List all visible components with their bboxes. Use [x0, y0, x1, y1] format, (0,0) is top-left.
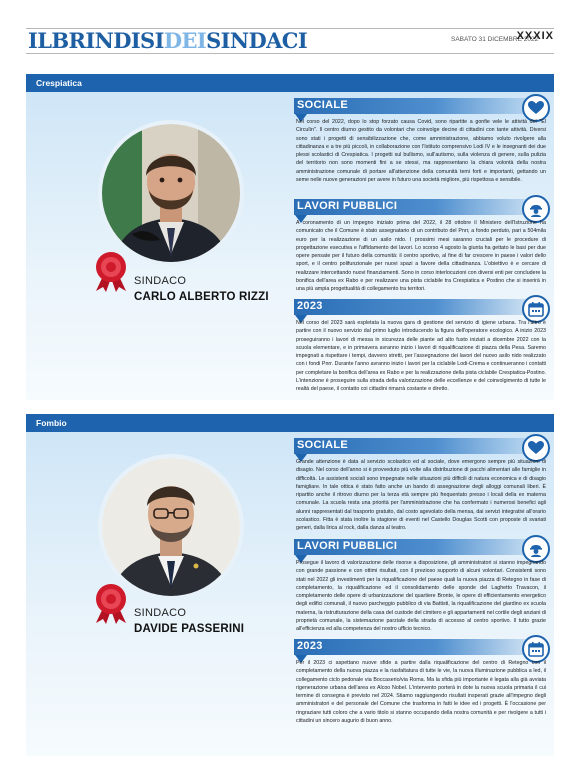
block-header: [294, 438, 552, 454]
block-body: A coronamento di un impegno iniziato prima del 2022, il 28 ottobre il Ministero dell'Istruzione ha comunicato che il Comune è stato assegnatario di un contributo del Pnrr, a fondo perduto, pari a 504mila euro per la realizzazione di un asilo nido. I prossimi mesi saranno cruciali per le procedure di progettazione esecutiva e l'affidamento dei lavori. Lo scorso 4 agosto la giunta ha gettato le basi per due opere pensate per il futuro della comunità: il centro sportivo, al fine di far crescere in paese i valori dello sport, e il centro polifunzionale per nuovi spazi a favore della cittadinanza. L'obiettivo è e cercare di realizzare intercettando nuovi finanziamenti. Sono in corso interlocuzioni con diversi enti per concludere la bonifica dell'area ex Rabo e per realizzare una pista ciclabile tra Crespiatica e Postino che si inserirà in una più ampia progettualità di collegamento tra territori.: [296, 220, 546, 293]
block-title: 2023: [297, 640, 323, 652]
block-body: Grande attenzione è data al servizio scolastico ed al sociale, dove emergono sempre più situazioni di disagio. Nel corso dell'anno si è provveduto più volte alla distribuzione di pacchi alimentari alle famiglie in difficoltà. Le assistenti sociali sono impegnate nelle situazioni più difficili di natura economica e di disagio famigliare. In tale ottica è stato fatto anche un bando di assegnazione degli alloggi comunali liberi. È ripartito anche il ritrovo diurno per la terza età sempre più frequentato presso i locali della ex materna comunale. La scuola resta una priorità per l'amministrazione che ha confermato i numerosi benefici agli alunni rappresentati dal trasporto gratuito, dal costo agevolato della mensa, dai servizi integrativi all'orario scolastico. Fitta è stata inoltre la stagione di eventi nel Castello Douglas Scotti con proposte di svariati generi, dalla lirica al rock, dalla danza al teatro.: [296, 459, 546, 532]
town-band-crespiatica: Crespiatica: [26, 74, 554, 92]
block-header: [294, 98, 552, 114]
portrait-illustration: [102, 124, 240, 262]
block-header: [294, 539, 552, 555]
rosette-icon: [90, 250, 132, 292]
block-title: LAVORI PUBBLICI: [297, 200, 398, 212]
block-body: Nel corso del 2023 sarà espletata la nuova gara di gestione del servizio di igiene urbana. Tra l'altro è partire con il nuovo servizio dal primo luglio introducendo la figura dell'operatore ecologico. A inizio 2023 proseguiranno i lavori di messa in sicurezza delle piante ad alto fusto iniziati a dicembre 2022 con la scuola elementare, e in primavera avranno inizio i lavori di riqualificazione di piazza della Pesa. Saremo impegnati a rispettare i tempi, davvero stretti, per l'assegnazione dei lavori del nuovo asilo nido realizzato con i fondi Pnrr. Durante l'anno avranno inizio i lavori per la ciclabile Lodi-Crema e continueranno i contatti per completare la bonifica dell'area ex Rabo e per la realizzazione della pista ciclabile Crespiatica-Postino. L'intenzione è proseguire sulla strada della valorizzazione delle eccellenze e del coinvolgimento di tutte le realtà del paese, il contatto coi cittadini rimarrà costante e diretto.: [296, 320, 546, 393]
issue-date: SABATO 31 DICEMBRE 2022: [451, 36, 539, 43]
brand-part-3: SINDACI: [206, 28, 308, 53]
mayor-section-fombio: [26, 432, 554, 756]
block-header: [294, 639, 552, 655]
block-header: [294, 199, 552, 215]
block-2023: [294, 639, 552, 751]
mayor-name: DAVIDE PASSERINI: [134, 623, 245, 635]
newspaper-logo: [28, 29, 307, 53]
page-number: XXXIX: [516, 30, 554, 42]
block-lavori-pubblici: [294, 539, 552, 633]
block-body: Per il 2023 ci aspettano nuove sfide a partire dalla riqualificazione del centro di Retegno con il completamento della nuova piazza e la riasfaltatura di tutte le vie, la nuova illuminazione pubblica a led, il collegamento ciclo pedonale via Boccaserio/via Roma. Ma la sfida più importante è legata alla già avviata rigenerazione urbana dell'area ex Alcoo Nobel. L'intervento porterà in dote la nuova scuola primaria il cui termine di consegna è previsto nel 2024. Stiamo raggiungendo risultati insperati grazie all'impegno degli amministratori e del personale del Comune che trasforma in fatti le idee ed i progetti. È l'occasione per ringraziare tutti coloro che a vario titolo si stanno occupando della nostra comunità e per rivolgere a tutti i cittadini un sincero augurio di buon anno.: [296, 660, 546, 725]
mayor-role: SINDACO: [134, 607, 187, 619]
mayor-role: SINDACO: [134, 275, 187, 287]
masthead: [26, 28, 554, 54]
town-band-fombio: Fombio: [26, 414, 554, 432]
block-2023: [294, 299, 552, 399]
block-body: Nel corso del 2022, dopo lo stop forzato causa Covid, sono ripartite a gonfie vele le attività del "El Circulìn". Il centro diurno gestito da volontari che coinvolge decine di cittadini con tante attività. Diversi sono stati i progetti di sensibilizzazione che, come amministrazione, abbiamo voluto rivolgere alla cittadinanza e a tre più piccoli, in collaborazione con l'Istituto comprensivo Lodi IV e le insegnanti dei due plessi scolastici di Crespiatica. I progetti sul bullismo, sull'autismo, sulla violenza di genere, sulla pulizia del territorio non sono momenti fini a se stessi, ma rappresentano la chiara volontà della nostra amministrazione comunale di portare all'attenzione della comunità temi forti e importanti, gettando un seme nelle nuove generazioni per avere in futuro una società migliore, più rispettosa e sensibile.: [296, 119, 546, 184]
mayor-portrait: [98, 454, 244, 600]
portrait-illustration: [102, 458, 240, 596]
block-title: SOCIALE: [297, 439, 348, 451]
block-header: [294, 299, 552, 315]
rosette-icon: [90, 582, 132, 624]
mayor-name: CARLO ALBERTO RIZZI: [134, 291, 269, 303]
brand-part-1: ILBRINDISI: [28, 28, 164, 53]
brand-part-2: DEI: [163, 28, 207, 53]
block-title: SOCIALE: [297, 99, 348, 111]
block-body: Prosegue il lavoro di valorizzazione delle risorse a disposizione, gli amministratori si stanno impegnando con grande passione e con ottimi risultati, con il prezioso supporto di alcuni volontari. Consistenti sono stati nel 2022 gli investimenti per la riqualificazione del paese quali la nuova piazza di Retegno in fase di completamento, la riqualificazione ed il consolidamento delle sponde del Laghetto Travacon, il completamento delle opere di urbanizzazione del quartiere Bronte, le opere di efficientamento energetico degli edifici comunali, il nuovo parcheggio pubblico di via Battisti, la riqualificazione del giardino ex scuola materna, la ristrutturazione della casa del custode del cimitero e gli appartamenti nel cortile degli anziani di proprietà comunale, la sistemazione parziale della strada di accesso al centro sportivo. Il tutto grazie all'efficienza ed alla competenza del nostro ufficio tecnico.: [296, 560, 546, 633]
block-lavori-pubblici: [294, 199, 552, 293]
block-title: LAVORI PUBBLICI: [297, 540, 398, 552]
block-title: 2023: [297, 300, 323, 312]
bottom-rule: [26, 53, 554, 54]
block-sociale: [294, 98, 552, 208]
block-sociale: [294, 438, 552, 536]
mayor-section-crespiatica: [26, 92, 554, 400]
mayor-portrait: [98, 120, 244, 266]
